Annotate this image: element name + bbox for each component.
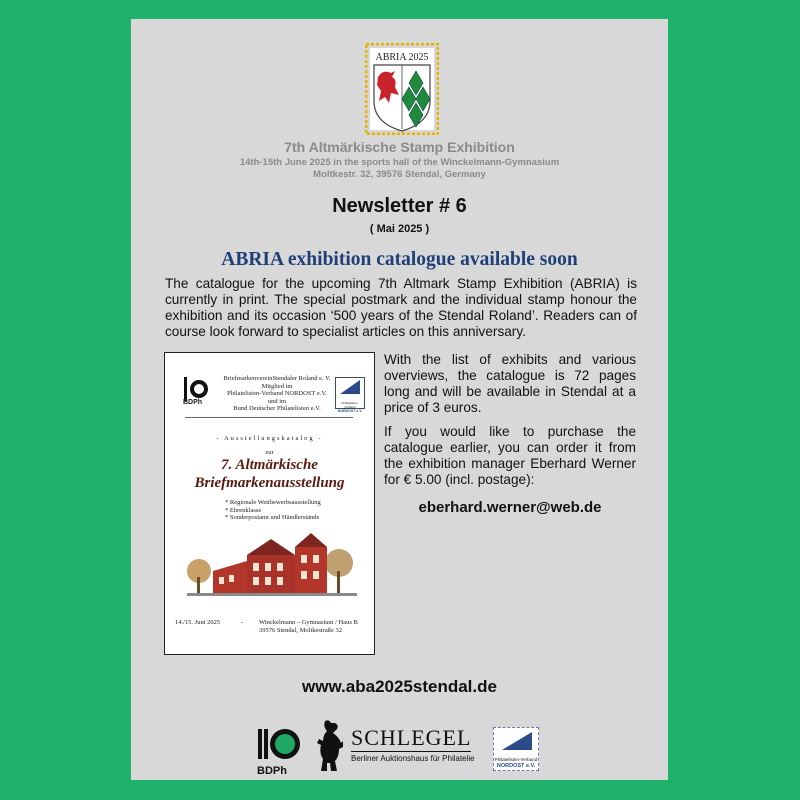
cover-building-illustration: [187, 525, 357, 597]
article-paragraph-catalogue-info: With the list of exhibits and various overviews, the catalogue is 72 pages long and will be available in Stendal at a price of 3 euros.: [384, 352, 636, 415]
article-intro: The catalogue for the upcoming 7th Altmark Stamp Exhibition (ABRIA) is currently in print. The special postmark and the individual stamp honour the exhibition and its occasion ‘500 years of the Stendal Roland’. Readers can of course look forward to specialist articles on this anniversary.: [165, 276, 637, 339]
cover-club-line: BriefmarkenvereinStendaler Roland e. V.: [223, 375, 331, 382]
cover-bullet: * Ehrenklasse: [225, 506, 262, 514]
nordost-logo: [493, 727, 539, 771]
schlegel-tagline: Berliner Auktionshaus für Philatelie: [351, 754, 475, 763]
article-paragraph-order-info: If you would like to purchase the catalogue earlier, you can order it from the exhibition manager Eberhard Werner for € 5.00 (incl. postage):: [384, 424, 636, 487]
cover-club-line: Philatelisten-Verband NORDOST e.V.: [227, 390, 327, 397]
abria-logo: [365, 43, 439, 135]
schlegel-rule: [351, 751, 471, 752]
cover-club-line: Bund Deutscher Philatelisten e.V.: [233, 405, 321, 412]
cover-bullet-text: Regionale Wettbewerbsausstellung: [229, 499, 321, 506]
article-headline: ABRIA exhibition catalogue available soon: [221, 249, 578, 270]
exhibition-date-venue: 14th-15th June 2025 in the sports hall of the Winckelmann-Gymnasium: [239, 157, 560, 168]
cover-nordost-small: Philatelisten-Verband: [341, 401, 359, 409]
nordost-small-text: Philatelisten-Verband: [494, 757, 538, 762]
newsletter-title: Newsletter # 6: [332, 195, 467, 217]
exhibition-address: Moltkestr. 32, 39576 Stendal, Germany: [313, 169, 486, 180]
cover-nordost-big: NORDOST e.V.: [337, 409, 363, 413]
nordost-big-text: NORDOST e.V.: [496, 763, 536, 769]
schlegel-logo: [315, 717, 475, 775]
cover-bullet-text: Sonderpostamt und Händlerstände: [229, 514, 320, 521]
cover-bullet-list: [225, 499, 321, 522]
cover-club-line: Mitglied im: [261, 382, 293, 390]
sponsor-logos: [131, 717, 668, 777]
cover-venue: [259, 619, 358, 634]
cover-club-line: und im: [267, 397, 287, 405]
cover-date: 14./15. Juni 2025: [175, 619, 221, 626]
schlegel-name: SCHLEGEL: [351, 725, 472, 750]
svg-text:ABRIA 2025: ABRIA 2025: [375, 52, 429, 63]
cover-title-line1: 7. Altmärkische: [221, 457, 318, 473]
cover-venue-line: 39576 Stendal, Moltkestraße 32: [259, 626, 343, 634]
cover-zur: zur: [265, 449, 274, 456]
bdph-logo-text: BDPh: [257, 765, 287, 777]
order-email-link[interactable]: eberhard.werner@web.de: [418, 499, 602, 516]
catalogue-cover-image: [164, 352, 375, 655]
cover-nordost-logo: [335, 377, 365, 413]
cover-bdph-text: BDPh: [183, 399, 203, 406]
bdph-logo: [257, 727, 301, 777]
website-link[interactable]: www.aba2025stendal.de: [302, 677, 497, 696]
cover-bullet: * Sonderpostamt und Händlerstände: [225, 514, 320, 521]
cover-club-info: [217, 375, 337, 413]
cover-title-line2: Briefmarkenausstellung: [194, 475, 345, 491]
cover-dash: -: [241, 619, 244, 626]
newsletter-sheet: [131, 19, 668, 780]
berlin-bear-icon: [315, 719, 345, 773]
cover-venue-line: Winckelmann – Gymnasium / Haus B: [259, 619, 358, 626]
exhibition-title: 7th Altmärkische Stamp Exhibition: [284, 139, 515, 155]
cover-bullet-text: Ehrenklasse: [229, 506, 262, 514]
newsletter-date: ( Mai 2025 ): [369, 223, 430, 235]
cover-katalog-label: - Ausstellungskatalog -: [216, 435, 323, 442]
cover-bullet: * Regionale Wettbewerbsausstellung: [225, 499, 321, 506]
cover-divider: [185, 417, 353, 418]
